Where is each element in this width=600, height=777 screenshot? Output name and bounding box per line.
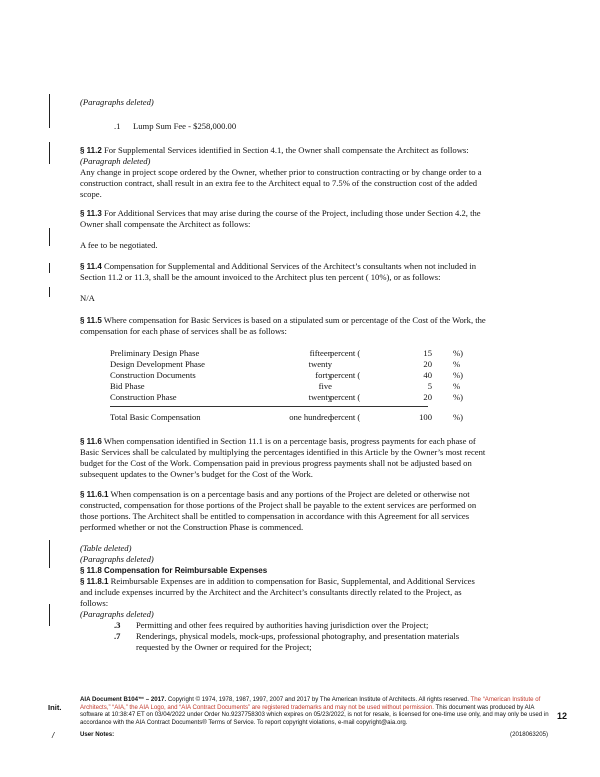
paragraph-line: Basic Services shall be calculated by multiplying the percentages identified in this Article by the Owner’s most recent [80, 447, 486, 457]
section-11-6 [80, 436, 476, 447]
section-text: For Additional Services that may arise during the course of the Project, including those under Section 4.2, the [101, 208, 481, 218]
paragraph-line: those portions. The Architect shall be entitled to compensation in accordance with this Agreement for all services [80, 511, 470, 521]
table-total-row [110, 412, 510, 423]
section-text: For Supplemental Services identified in Section 4.1, the Owner shall compensate the Architect as follows: [101, 145, 469, 155]
section-number: § 11.6.1 [80, 490, 109, 499]
section-text: When compensation identified in Section 11.1 is on a percentage basis, progress payments for each phase of [101, 436, 476, 446]
item-number: .1 [114, 121, 121, 131]
item-number: .3 [114, 620, 121, 630]
paragraph-line: scope. [80, 189, 102, 199]
section-11-6-1 [80, 489, 470, 500]
phase-name: Construction Phase [110, 392, 177, 402]
phase-percent-word: forty [315, 370, 332, 380]
table-row [110, 348, 510, 359]
copyright-notice [80, 696, 550, 727]
paragraph-line: budget for the Cost of the Work. Compensation paid in previous progress payments shall not be adjusted based on [80, 458, 472, 468]
section-text: Reimbursable Expenses are in addition to compensation for Basic, Supplemental, and Additional Services [108, 576, 475, 586]
total-divider [110, 406, 428, 407]
license-text: This document was produced by AIA software at 10:38:47 ET on 03/04/2022 under Order No.9237758303 which expires on 05/23/2022, is not for resale, is licensed for one-time use only, and may only be used in accordance with the AIA Contract Documents® Terms of Service. To report copyright violations, e-mail copyright@aia.org. [80, 703, 549, 727]
deleted-note: (Paragraph deleted) [80, 156, 151, 166]
total-percent-value: 100 [419, 412, 432, 422]
phase-percent-word: fifteen [309, 348, 332, 358]
phase-percent-word: twenty [308, 392, 332, 402]
paragraph-line: construction contract, shall result in an extra fee to the Architect equal to 7.5% of the construction cost of the added [80, 178, 478, 188]
total-percent-word: one hundred [289, 412, 332, 422]
paragraph-line: Section 11.2 or 11.3, shall be the amount invoiced to the Architect plus ten percent ( 10%), or as follows: [80, 272, 441, 282]
paragraph-line: compensation for each phase of services shall be as follows: [80, 326, 287, 336]
list-item: requested by the Owner or required for the Project; [136, 642, 312, 652]
section-number: § 11.2 [80, 146, 102, 155]
field-value: N/A [80, 293, 95, 303]
field-value: A fee to be negotiated. [80, 240, 158, 250]
section-number: § 11.8.1 [80, 577, 109, 586]
section-text: Where compensation for Basic Services is based on a stipulated sum or percentage of the Cost of the Work, the [101, 315, 486, 325]
copyright-text: Copyright © 1974, 1978, 1987, 1997, 2007 and 2017 by The American Institute of Architects. All rights reserved. [166, 696, 469, 703]
total-label: Total Basic Compensation [110, 412, 201, 422]
revision-bar [49, 94, 50, 128]
deleted-note: (Table deleted) [80, 543, 132, 553]
section-number: § 11.6 [80, 437, 102, 446]
doc-title: AIA Document B104™ – 2017. [80, 696, 167, 703]
item-number: .7 [114, 631, 121, 641]
percent-close: % [453, 381, 461, 391]
list-item: Renderings, physical models, mock-ups, professional photography, and presentation materials [136, 631, 460, 641]
phase-percent-value: 40 [423, 370, 432, 380]
phase-name: Design Development Phase [110, 359, 205, 369]
percent-label: percent ( [330, 348, 361, 358]
phase-percent-word: five [318, 381, 332, 391]
lump-sum-fee: Lump Sum Fee - $258,000.00 [133, 121, 237, 131]
percent-label: percent ( [330, 412, 361, 422]
section-number: § 11.4 [80, 262, 102, 271]
paragraph-line: subsequent updates to the Owner’s budget for the Cost of the Work. [80, 469, 313, 479]
section-11-5 [80, 315, 486, 326]
phase-percent-value: 20 [423, 392, 432, 402]
section-11-3 [80, 208, 481, 219]
revision-bar [49, 540, 50, 568]
revision-bar [49, 263, 50, 273]
percent-close: %) [453, 412, 464, 422]
section-text: When compensation is on a percentage basis and any portions of the Project are deleted or otherwise not [108, 489, 470, 499]
user-notes-label: User Notes: [80, 731, 115, 738]
section-number: § 11.3 [80, 209, 102, 218]
paragraph-line: performed whether or not the Construction Phase is commenced. [80, 522, 304, 532]
trademark-text: The “American Institute of Architects,” “AIA,” the AIA Logo, and “AIA Contract Documents” are registered trademarks and may not be used without permission. [80, 696, 541, 711]
table-row [110, 359, 510, 370]
phase-percent-value: 20 [423, 359, 432, 369]
phase-name: Preliminary Design Phase [110, 348, 200, 358]
percent-close: %) [453, 370, 464, 380]
section-number: § 11.5 [80, 316, 102, 325]
deleted-note: (Paragraphs deleted) [80, 609, 154, 619]
section-11-8-1 [80, 576, 475, 587]
phase-name: Construction Documents [110, 370, 196, 380]
revision-bar [49, 287, 50, 297]
phase-percent-word: twenty [308, 359, 332, 369]
table-row [110, 370, 510, 381]
paragraph-line: follows: [80, 598, 109, 608]
phase-name: Bid Phase [110, 381, 145, 391]
revision-bar [49, 142, 50, 164]
section-11-2 [80, 145, 469, 156]
revision-bar [49, 604, 50, 626]
paragraph-line: and include expenses incurred by the Architect and the Architect’s consultants directly related to the Project, as [80, 587, 462, 597]
section-11-8-heading: § 11.8 Compensation for Reimbursable Expenses [80, 566, 268, 575]
percent-close: % [453, 359, 461, 369]
paragraph-line: constructed, compensation for those portions of the Project shall be payable to the extent services are performed on [80, 500, 477, 510]
paragraph-line: Any change in project scope ordered by the Owner, whether prior to construction contracting or by change order to a [80, 167, 482, 177]
table-row [110, 392, 510, 403]
revision-bar [49, 228, 50, 246]
percent-label: percent ( [330, 392, 361, 402]
phase-percent-value: 15 [423, 348, 432, 358]
initials-mark: / [52, 731, 55, 740]
paragraph-line: Owner shall compensate the Architect as follows: [80, 219, 251, 229]
percent-label: percent ( [330, 370, 361, 380]
percent-close: %) [453, 392, 464, 402]
initials-label: Init. [48, 703, 62, 712]
page-number: 12 [557, 711, 568, 721]
percent-close: %) [453, 348, 464, 358]
deleted-note: (Paragraphs deleted) [80, 554, 154, 564]
document-id: (2018063205) [510, 731, 548, 738]
section-text: Compensation for Supplemental and Additional Services of the Architect’s consultants when not included in [101, 261, 477, 271]
section-11-4 [80, 261, 476, 272]
table-row [110, 381, 510, 392]
list-item: Permitting and other fees required by authorities having jurisdiction over the Project; [136, 620, 429, 630]
deleted-note: (Paragraphs deleted) [80, 97, 154, 107]
phase-percent-value: 5 [427, 381, 432, 391]
